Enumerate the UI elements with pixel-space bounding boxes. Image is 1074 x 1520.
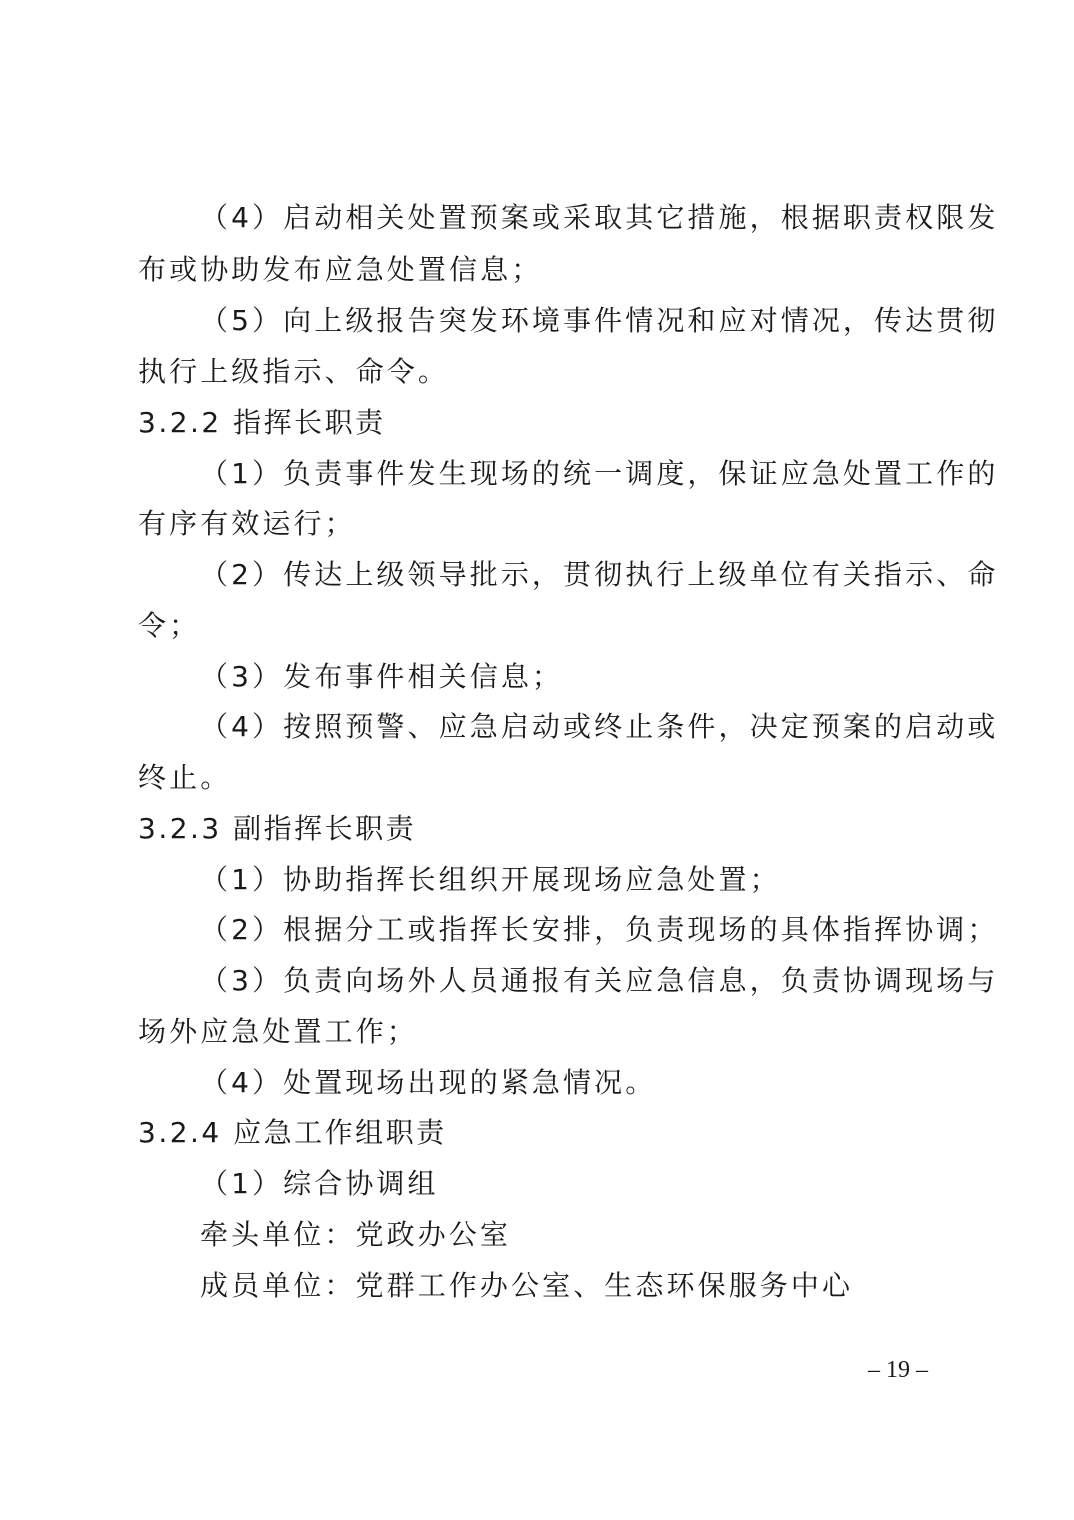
paragraph-line: （4）处置现场出现的紧急情况。 (200, 1066, 657, 1099)
paragraph-line: （3）负责向场外人员通报有关应急信息，负责协调现场与 (200, 964, 999, 997)
paragraph-line: 场外应急处置工作； (138, 1015, 418, 1048)
paragraph-line: （2）传达上级领导批示，贯彻执行上级单位有关指示、命 (200, 558, 999, 591)
section-heading-3-2-4: 3.2.4 应急工作组职责 (138, 1116, 447, 1149)
paragraph-line: 终止。 (138, 761, 232, 794)
paragraph-line: 执行上级指示、命令。 (138, 355, 450, 388)
paragraph-line: 令； (138, 609, 201, 642)
paragraph-line: 布或协助发布应急处置信息； (138, 253, 543, 286)
paragraph-line: （1）协助指挥长组织开展现场应急处置； (200, 863, 781, 896)
paragraph-line: （1）综合协调组 (200, 1167, 439, 1200)
paragraph-line: 有序有效运行； (138, 507, 356, 540)
page-number: – 19 – (868, 1357, 928, 1383)
paragraph-line: 牵头单位：党政办公室 (200, 1218, 512, 1251)
section-heading-3-2-3: 3.2.3 副指挥长职责 (138, 812, 417, 845)
paragraph-line: 成员单位：党群工作办公室、生态环保服务中心 (200, 1269, 854, 1302)
section-heading-3-2-2: 3.2.2 指挥长职责 (138, 406, 386, 439)
paragraph-line: （4）启动相关处置预案或采取其它措施，根据职责权限发 (200, 201, 999, 234)
paragraph-line: （5）向上级报告突发环境事件情况和应对情况，传达贯彻 (200, 304, 999, 337)
paragraph-line: （3）发布事件相关信息； (200, 660, 564, 693)
paragraph-line: （1）负责事件发生现场的统一调度，保证应急处置工作的 (200, 457, 999, 490)
paragraph-line: （2）根据分工或指挥长安排，负责现场的具体指挥协调； (200, 913, 999, 946)
paragraph-line: （4）按照预警、应急启动或终止条件，决定预案的启动或 (200, 710, 999, 743)
